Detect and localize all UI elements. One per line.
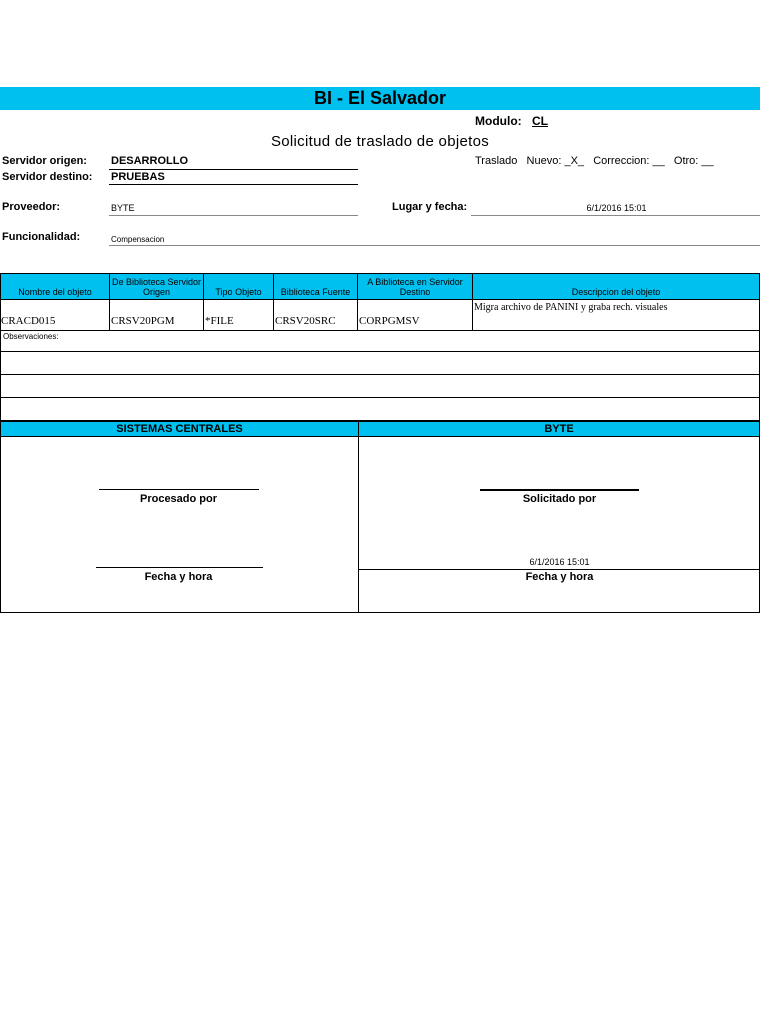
modulo-value: CL xyxy=(532,114,548,128)
funcionalidad-label: Funcionalidad: xyxy=(2,231,81,243)
col-header-tipo: Tipo Objeto xyxy=(204,273,274,300)
procesado-signature-line xyxy=(99,489,259,490)
col-header-biblioteca-fuente: Biblioteca Fuente xyxy=(274,273,358,300)
sistemas-centrales-header: SISTEMAS CENTRALES xyxy=(1,422,358,437)
page-title: BI - El Salvador xyxy=(313,88,447,108)
lugar-fecha-value: 6/1/2016 15:01 xyxy=(586,203,647,213)
traslado-options: Traslado Nuevo: _X_ Correccion: __ Otro: __ xyxy=(475,155,714,167)
byte-header: BYTE xyxy=(359,422,759,437)
col-header-nombre: Nombre del objeto xyxy=(0,273,110,300)
sistemas-centrales-box xyxy=(0,421,359,613)
observaciones-row xyxy=(0,331,760,352)
proveedor-underline xyxy=(109,215,358,216)
servidor-destino-value: PRUEBAS xyxy=(111,171,165,183)
observaciones-line-2 xyxy=(0,375,760,398)
solicitado-signature-line xyxy=(480,489,639,491)
solicitado-por-label: Solicitado por xyxy=(522,493,597,505)
funcionalidad-value: Compensacion xyxy=(111,235,165,244)
cell-a-biblioteca: CORPGMSV xyxy=(358,300,473,331)
col-header-a-biblioteca: A Biblioteca en Servidor Destino xyxy=(358,273,473,300)
col-header-descripcion: Descripcion del objeto xyxy=(473,273,760,300)
observaciones-line-1 xyxy=(0,352,760,375)
fecha-hora-right-label: Fecha y hora xyxy=(525,571,594,583)
servidor-origen-value: DESARROLLO xyxy=(111,155,188,167)
lugar-fecha-underline xyxy=(471,215,760,216)
right-date-value: 6/1/2016 15:01 xyxy=(529,557,590,567)
observaciones-line-3 xyxy=(0,398,760,421)
servidor-destino-underline xyxy=(109,184,358,185)
cell-de-biblioteca: CRSV20PGM xyxy=(110,300,204,331)
servidor-origen-underline xyxy=(109,169,358,170)
form-subtitle: Solicitud de traslado de objetos xyxy=(270,133,490,150)
fecha-hora-right-line xyxy=(359,569,760,570)
procesado-por-label: Procesado por xyxy=(139,493,218,505)
cell-biblioteca-fuente: CRSV20SRC xyxy=(274,300,358,331)
cell-nombre: CRACD015 xyxy=(0,300,110,331)
cell-descripcion: Migra archivo de PANINI y graba rech. visuales xyxy=(473,300,760,331)
col-header-de-biblioteca: De Biblioteca Servidor Origen xyxy=(110,273,204,300)
modulo-label: Modulo: xyxy=(475,114,522,128)
funcionalidad-underline xyxy=(109,245,760,246)
byte-box xyxy=(358,421,760,613)
observaciones-label: Observaciones: xyxy=(3,332,59,341)
proveedor-value: BYTE xyxy=(111,203,135,213)
fecha-hora-left-line xyxy=(96,567,263,568)
proveedor-label: Proveedor: xyxy=(2,201,61,213)
lugar-fecha-label: Lugar y fecha: xyxy=(392,201,468,213)
servidor-destino-label: Servidor destino: xyxy=(2,171,93,183)
fecha-hora-left-label: Fecha y hora xyxy=(144,571,213,583)
servidor-origen-label: Servidor origen: xyxy=(2,155,87,167)
cell-tipo: *FILE xyxy=(204,300,274,331)
